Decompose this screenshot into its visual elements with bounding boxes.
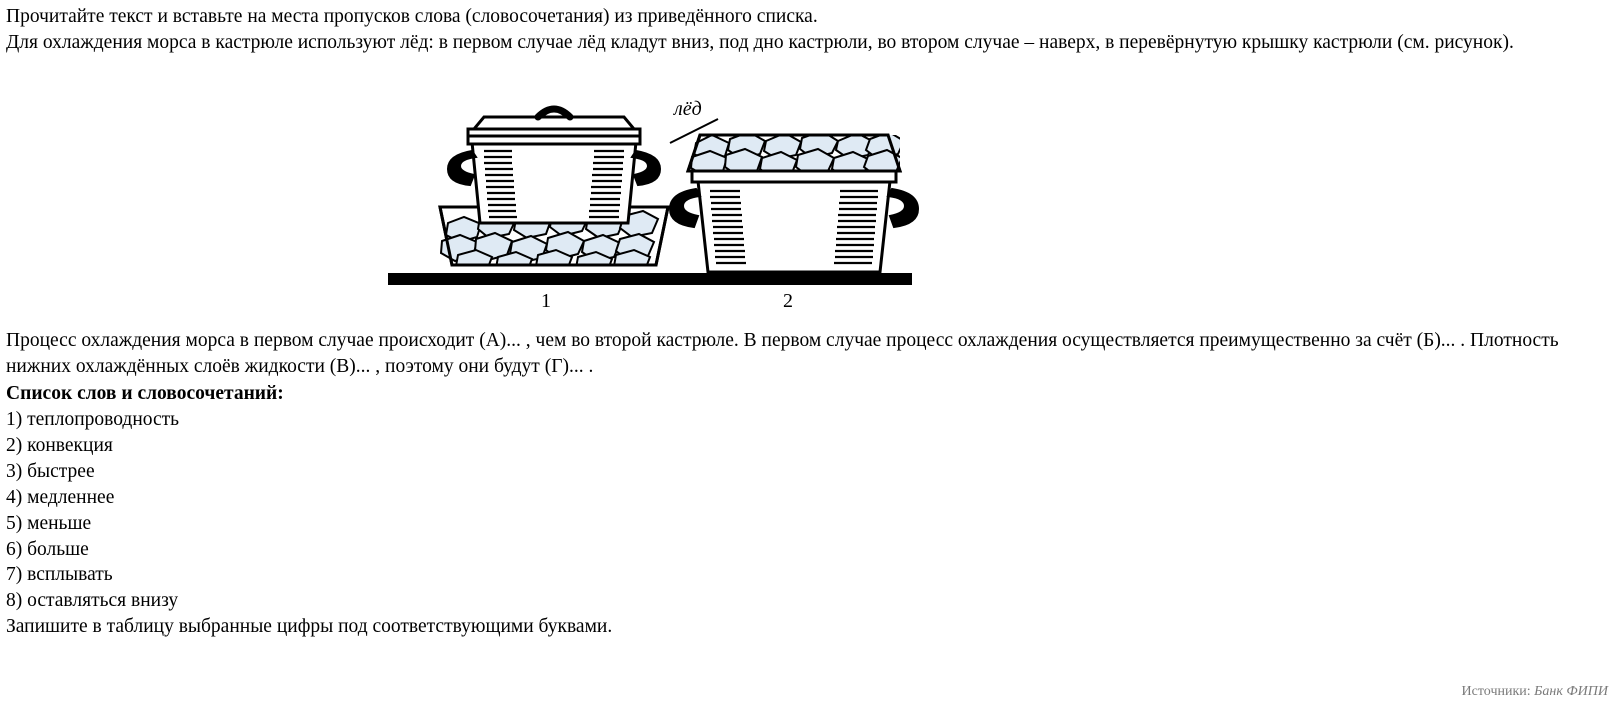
list-item: 3) быстрее	[6, 460, 95, 482]
source-value: Банк ФИПИ	[1534, 684, 1608, 699]
closing-instruction: Запишите в таблицу выбранные цифры под соответствующими буквами.	[6, 616, 613, 638]
instruction-line-2: Для охлаждения морса в кастрюле используют лёд: в первом случае лёд кладут вниз, под дно кастрюли, во втором случае – наверх, в перевёрнутую крышку кастрюли (см. рисунок).	[6, 32, 1514, 54]
list-item: 2) конвекция	[6, 434, 113, 456]
source-label: Источники:	[1461, 684, 1531, 699]
figure-caption-1: 1	[541, 290, 551, 310]
pot-right-group	[670, 131, 918, 272]
table-surface	[388, 273, 912, 285]
figure-svg	[388, 95, 1228, 310]
figure-pots-with-ice	[0, 95, 1616, 310]
ice-label: лёд	[674, 98, 702, 120]
task-body	[6, 328, 1606, 641]
list-item: 1) теплопроводность	[6, 408, 180, 430]
list-item: 7) всплывать	[6, 564, 113, 586]
instruction-line-1: Прочитайте текст и вставьте на места пропусков слова (словосочетания) из приведённого списка.	[6, 6, 818, 27]
pot-left	[448, 109, 660, 223]
list-item: 6) больше	[6, 538, 89, 560]
source-footer	[1462, 684, 1608, 700]
list-item: 4) медленнее	[6, 486, 115, 508]
gap-fill-text: Процесс охлаждения морса в первом случае происходит (А)... , чем во второй кастрюле. В первом случае процесс охлаждения осуществляется преимущественно за счёт (Б)... . Плотность нижних охлаждённых слоёв жидкости (В)... , поэтому они будут (Г)... .	[6, 330, 1559, 378]
pot-right	[670, 171, 918, 272]
task-instructions	[6, 4, 1606, 57]
list-item: 5) меньше	[6, 512, 92, 534]
list-item: 8) оставляться внизу	[6, 590, 179, 612]
figure-caption-2: 2	[783, 290, 793, 310]
word-list	[6, 407, 1606, 614]
pot-left-group	[440, 109, 668, 276]
word-list-heading: Список слов и словосочетаний:	[6, 382, 284, 404]
